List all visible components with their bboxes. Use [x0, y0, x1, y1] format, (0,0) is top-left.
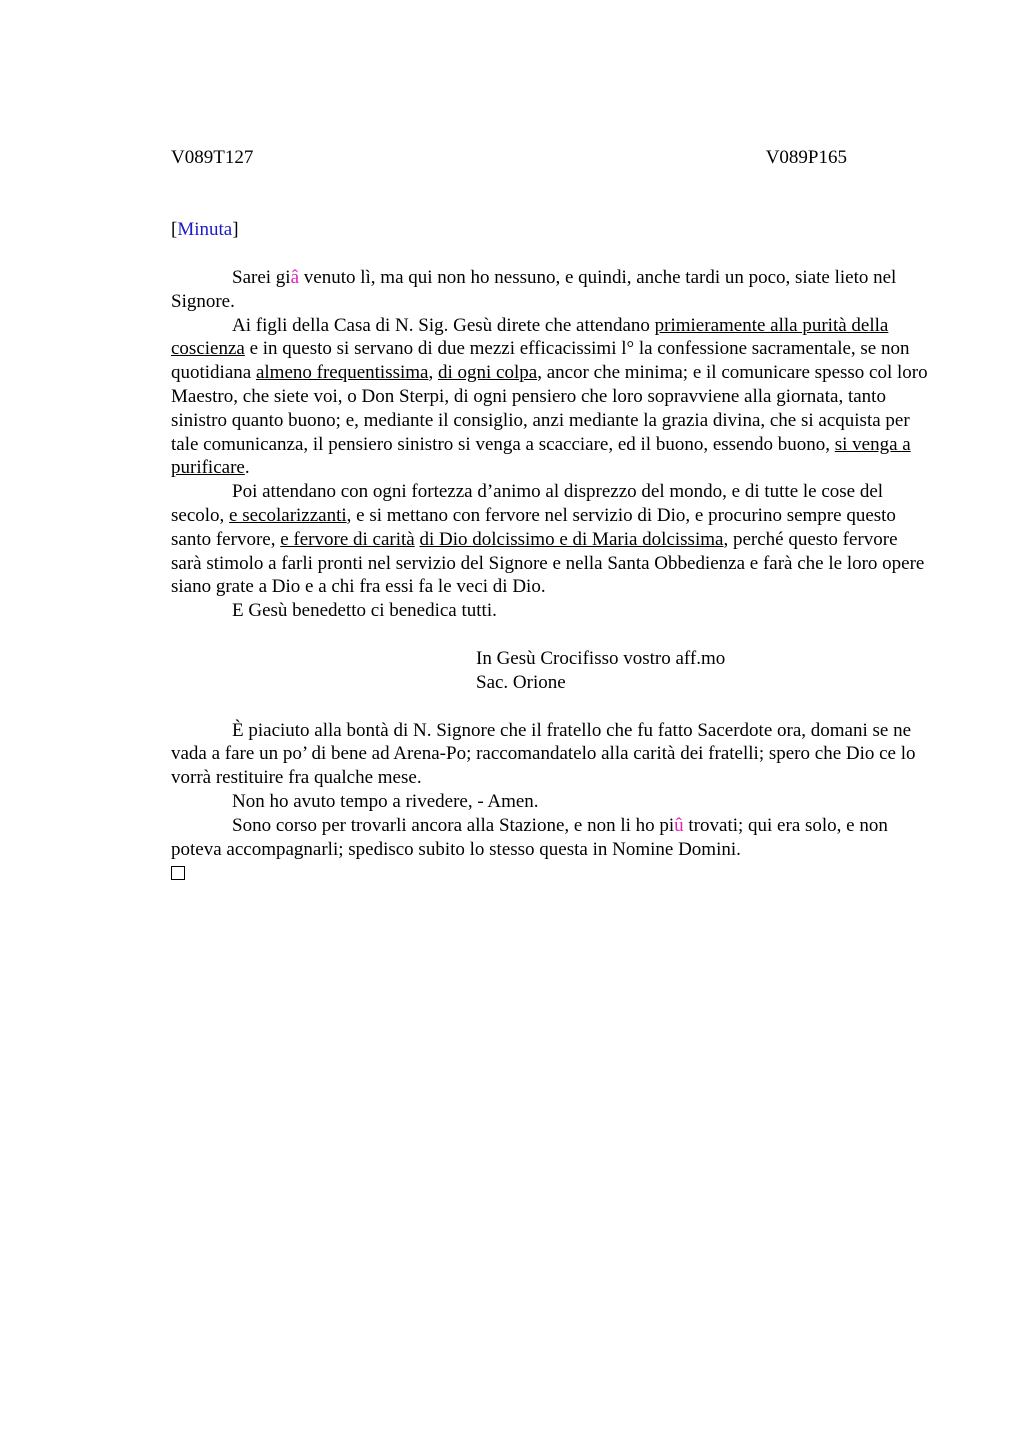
paragraph-2: [171, 314, 931, 481]
p1-text-a: Sarei gi: [232, 267, 291, 288]
p3-underline-2: e fervore di carità: [280, 528, 415, 550]
document-header: [171, 146, 847, 170]
signature-line-2: Sac. Orione: [476, 671, 566, 693]
letter-body: [171, 266, 931, 887]
p1-accent-char: â: [290, 267, 300, 288]
p2-text-c: ,: [428, 362, 438, 384]
p7-text-a: Sono corso per trovarli ancora alla Stazione, e non li ho pi: [232, 814, 675, 836]
header-right-code: V089P165: [765, 147, 847, 168]
paragraph-4: E Gesù benedetto ci benedica tutti.: [232, 600, 497, 622]
p2-underline-4: si venga a purificare: [171, 433, 911, 479]
p2-text-a: Ai figli della Casa di N. Sig. Gesù direte che attendano: [232, 314, 655, 336]
p2-text-e: .: [244, 457, 250, 479]
header-left-code: V089T127: [171, 147, 254, 168]
p3-underline-3: di Dio dolcissimo e di Maria dolcissima: [419, 528, 724, 550]
tag-label: Minuta: [177, 219, 233, 240]
p3-text-a: Poi attendano con ogni fortezza d’animo al disprezzo del mondo, e di tutte le cose del secolo,: [171, 481, 884, 526]
p2-underline-3: di ogni colpa: [437, 362, 538, 384]
paragraph-7: [171, 814, 931, 862]
p7-accent-char: û: [674, 814, 684, 836]
paragraph-1: [171, 266, 931, 314]
minuta-tag: [171, 218, 239, 242]
paragraph-3: [171, 480, 931, 599]
p2-underline-2: almeno frequentissima: [255, 362, 429, 384]
p3-underline-1: e secolarizzanti: [229, 504, 347, 526]
p2-text-d: , ancor che minima; e il comunicare spesso col loro Maestro, che siete voi, o Don Sterpi, di ogni pensiero che loro sopravviene alla giornata, tanto sinistro quanto buono; e, mediante il consiglio, anzi mediante la grazia divina, che si acquista per tale comunicanza, il pensiero sinistro si venga a scacciare, ed il buono, essendo buono,: [171, 362, 928, 455]
signature-line-1: In Gesù Crocifisso vostro aff.mo: [476, 647, 726, 669]
p1-text-c: venuto lì, ma qui non ho nessuno, e quindi, anche tardi un poco, siate lieto nel Signore.: [171, 267, 897, 312]
p2-text-b: e in questo si servano di due mezzi efficacissimi l° la confessione sacramentale, se non quotidiana: [171, 338, 910, 384]
p3-text-b: , e si mettano con fervore nel servizio di Dio, e procurino sempre questo santo fervore,: [171, 504, 896, 550]
paragraph-5: È piaciuto alla bontà di N. Signore che il fratello che fu fatto Sacerdote ora, domani se ne vada a fare un po’ di bene ad Arena-Po; raccomandatelo alla carità dei fratelli; spero che Dio ce lo vorrà restituire fra qualche mese.: [171, 719, 916, 789]
tag-open-bracket: [: [171, 219, 178, 240]
paragraph-6: Non ho avuto tempo a rivedere, - Amen.: [232, 790, 539, 812]
p2-underline-1: primieramente alla purità della coscienza: [171, 314, 889, 360]
end-checkbox-icon: [171, 866, 185, 880]
tag-close-bracket: ]: [232, 219, 239, 240]
p3-text-d: , perché questo fervore sarà stimolo a farli pronti nel servizio del Signore e nella Santa Obbedienza e farà che le loro opere siano grate a Dio e a chi fra essi fa le veci di Dio.: [171, 528, 925, 598]
signature-block: [476, 647, 931, 695]
p7-text-c: trovati; qui era solo, e non poteva accompagnarli; spedisco subito lo stesso questa in Nomine Domini.: [171, 814, 888, 860]
